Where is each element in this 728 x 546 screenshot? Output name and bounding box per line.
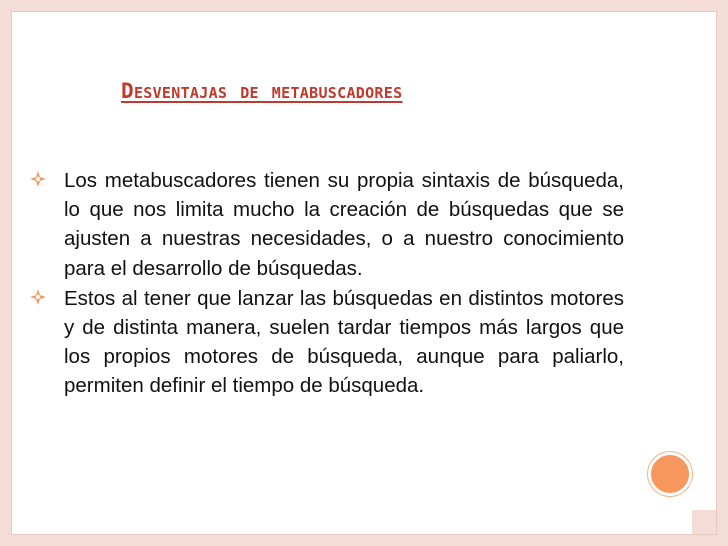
diamond-bullet-icon [29,288,47,306]
bullet-item [64,284,624,401]
bullet-item [64,166,624,283]
slide-title: Desventajas de metabuscadores [121,79,403,103]
diamond-bullet-icon [29,170,47,188]
orange-circle-decoration [648,452,692,496]
bullet-list [64,166,624,402]
bullet-text: Los metabuscadores tienen su propia sintaxis de búsqueda, lo que nos limita mucho la creación de búsquedas que se ajusten a nuestras necesidades, o a nuestro conocimiento para el desarrollo de búsquedas. [64,169,624,280]
frame-corner [692,510,716,534]
bullet-text: Estos al tener que lanzar las búsquedas en distintos motores y de distinta manera, suelen tardar tiempos más largos que los propios motores de búsqueda, aunque para paliarlo, permiten definir el tiempo de búsqueda. [64,286,624,398]
